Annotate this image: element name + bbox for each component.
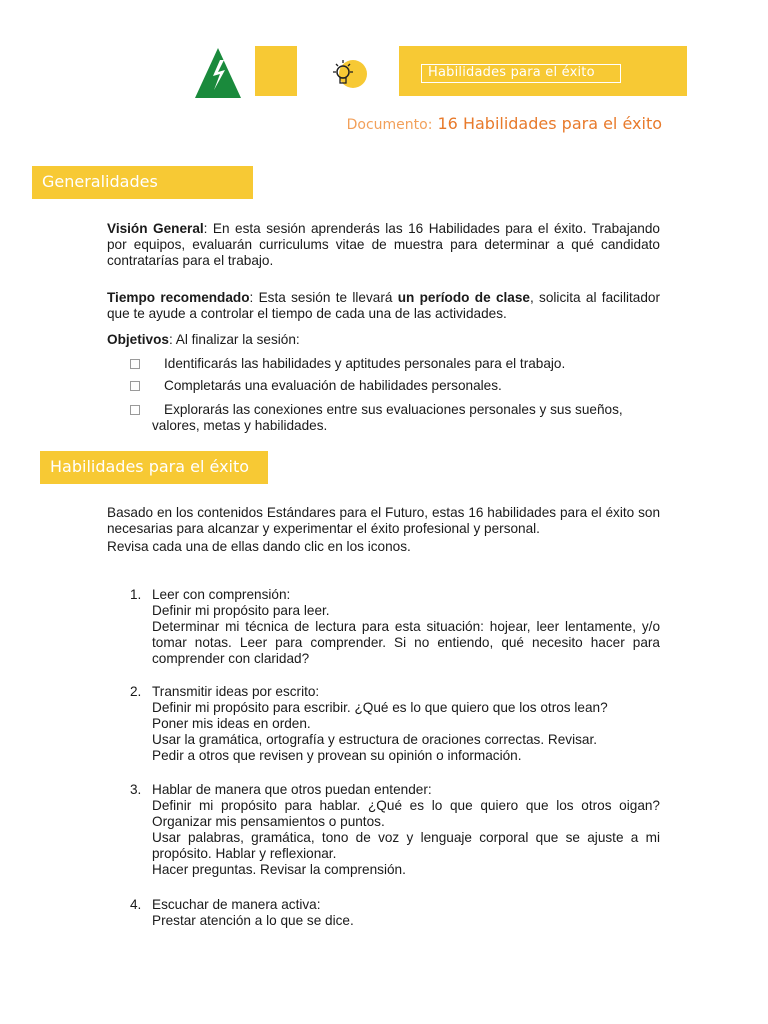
time-label: Tiempo recomendado xyxy=(107,290,250,305)
skill-line-2-4: Pedir a otros que revisen y provean su opinión o información. xyxy=(152,748,522,763)
skills-intro-2: Revisa cada una de ellas dando clic en los iconos. xyxy=(107,539,411,554)
skill-line-1-1: Definir mi propósito para leer. xyxy=(152,603,330,618)
skill-line-1-2: Determinar mi técnica de lectura para esta situación: hojear, leer lentamente, y/o tomar notas. Leer para comprender. Si no entiendo, qué necesito hacer para comprender con claridad? xyxy=(152,619,660,666)
skill-line-3-3: Hacer preguntas. Revisar la comprensión. xyxy=(152,862,406,877)
objective-bullet-2 xyxy=(130,381,140,391)
skill-line-4-1: Prestar atención a lo que se dice. xyxy=(152,913,354,928)
header-bar xyxy=(399,46,687,96)
logo-mountain-icon xyxy=(193,46,243,100)
skill-line-2-1: Definir mi propósito para escribir. ¿Qué es lo que quiero que los otros lean? xyxy=(152,700,608,715)
time-paragraph xyxy=(107,290,660,322)
document-title-prefix: Documento: xyxy=(346,117,433,133)
skill-line-3-1: Definir mi propósito para hablar. ¿Qué es lo que quiero que los otros oigan? Organizar mis pensamientos o puntos. xyxy=(152,798,660,829)
objectives-paragraph xyxy=(107,332,660,348)
skills-intro: Basado en los contenidos Estándares para el Futuro, estas 16 habilidades para el éxito son necesarias para alcanzar y experimentar el éxito profesional y personal. xyxy=(107,505,660,536)
skill-item-1 xyxy=(152,587,660,667)
yellow-square-decoration xyxy=(255,46,297,96)
skill-title-1: Leer con comprensión: xyxy=(152,587,291,602)
time-bold: un período de clase xyxy=(397,290,530,305)
objective-item-1: Identificarás las habilidades y aptitudes personales para el trabajo. xyxy=(164,356,566,371)
objective-item-2: Completarás una evaluación de habilidades personales. xyxy=(164,378,502,393)
skill-title-2: Transmitir ideas por escrito: xyxy=(152,684,320,699)
objective-bullet-1 xyxy=(130,359,140,369)
objective-item-3-cont: valores, metas y habilidades. xyxy=(152,418,328,433)
objectives-text: : Al finalizar la sesión: xyxy=(168,332,300,347)
header-banner-label: Habilidades para el éxito xyxy=(421,64,621,83)
time-text-1: : Esta sesión te llevará xyxy=(249,290,398,305)
vision-label: Visión General xyxy=(107,221,204,236)
skill-number-4: 4. xyxy=(130,897,142,912)
skill-item-3 xyxy=(152,782,660,878)
vision-text: : En esta sesión aprenderás las 16 Habilidades para el éxito. Trabajando por equipos, evaluarán curriculums vitae de muestra para determinar a qué candidato contratarías para el trabajo. xyxy=(107,221,660,268)
skill-title-3: Hablar de manera que otros puedan entender: xyxy=(152,782,432,797)
lightbulb-icon xyxy=(327,56,367,92)
skill-item-2 xyxy=(152,684,660,764)
time-text-2: , solicita al facilitador que te ayude a controlar el tiempo de cada una de las actividades. xyxy=(107,290,660,321)
skill-title-4: Escuchar de manera activa: xyxy=(152,897,321,912)
section-heading-habilidades: Habilidades para el éxito xyxy=(40,451,268,484)
vision-paragraph xyxy=(107,221,660,269)
skill-line-2-2: Poner mis ideas en orden. xyxy=(152,716,311,731)
skill-number-3: 3. xyxy=(130,782,142,797)
document-title-text: 16 Habilidades para el éxito xyxy=(437,114,662,133)
objective-bullet-3 xyxy=(130,405,140,415)
skill-line-3-2: Usar palabras, gramática, tono de voz y lenguaje corporal que se ajuste a mi propósito. Hablar y reflexionar. xyxy=(152,830,660,861)
objective-item-3: Explorarás las conexiones entre sus evaluaciones personales y sus sueños, xyxy=(164,402,623,417)
section-heading-generalidades: Generalidades xyxy=(32,166,253,199)
skill-number-2: 2. xyxy=(130,684,142,699)
document-title xyxy=(347,114,662,133)
skill-line-2-3: Usar la gramática, ortografía y estructura de oraciones correctas. Revisar. xyxy=(152,732,598,747)
skill-item-4 xyxy=(152,897,660,929)
skill-number-1: 1. xyxy=(130,587,142,602)
objectives-label: Objetivos xyxy=(107,332,169,347)
